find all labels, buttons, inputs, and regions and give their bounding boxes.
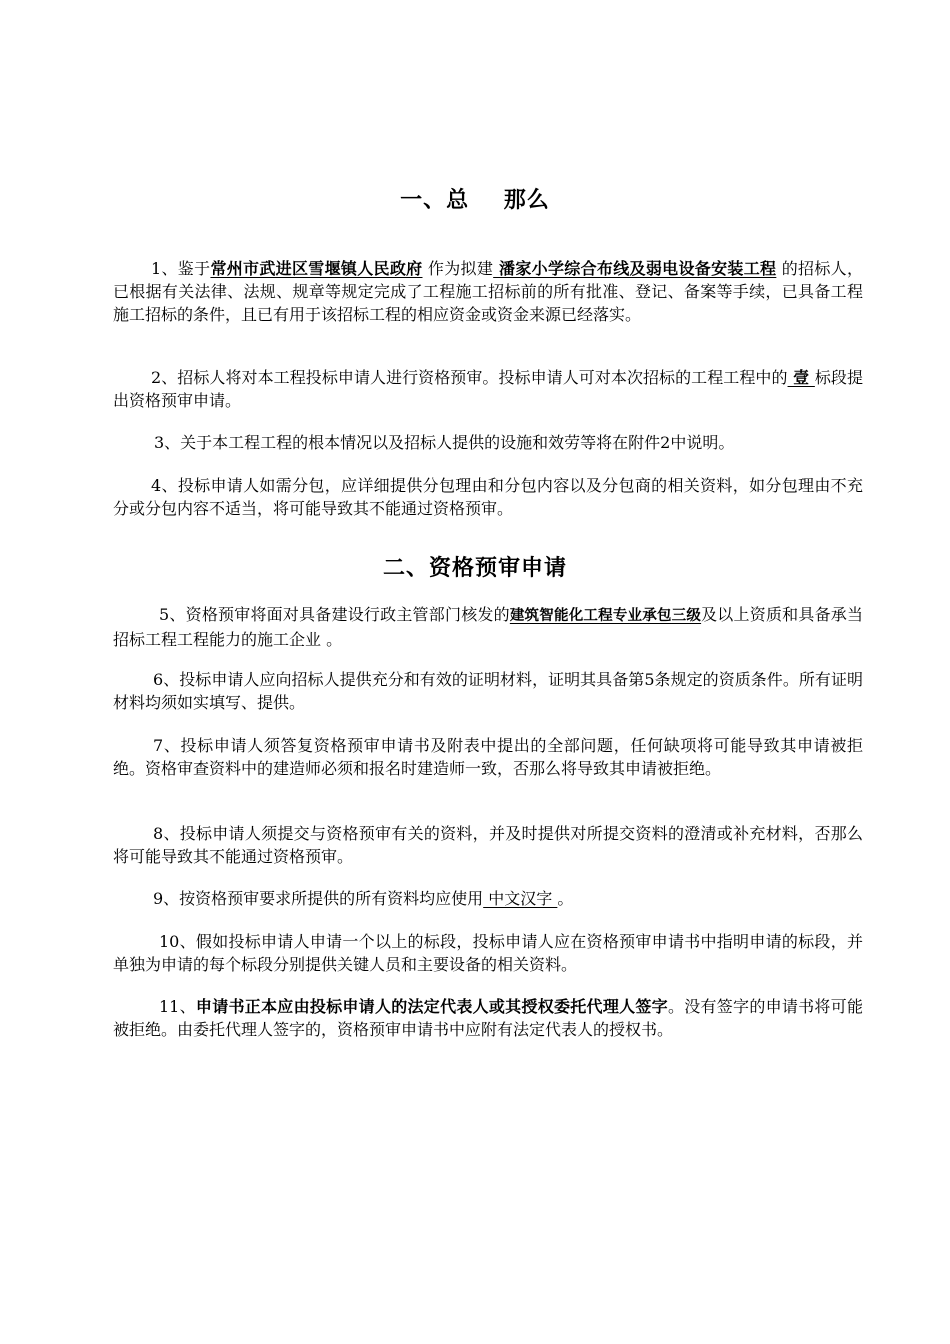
paragraph-1 (113, 257, 863, 326)
p5-rest: 及以上资质和具备承当招标工程工程能力的施工企业 。 (113, 605, 863, 649)
section-2-title: 二、资格预审申请 (382, 556, 567, 581)
p9-lead: 9、按资格预审要求所提供的所有资料均应使用 (153, 889, 484, 908)
p1-lead: 1、鉴于 (151, 259, 211, 278)
paragraph-6: 6、投标申请人应向招标人提供充分和有效的证明材料，证明其具备第5条规定的资质条件。所有证明材料均须如实填写、提供。 (113, 670, 863, 712)
paragraph-7: 7、投标申请人须答复资格预审申请书及附表中提出的全部问题，任何缺项将可能导致其申请被拒绝。资格审查资料中的建造师必须和报名时建造师一致，否那么将导致其申请被拒绝。 (113, 736, 863, 778)
paragraph-8: 8、投标申请人须提交与资格预审有关的资料，并及时提供对所提交资料的澄清或补充材料，否那么将可能导致其不能通过资格预审。 (113, 824, 863, 866)
p9-language: 中文汉字 (483, 889, 558, 908)
paragraph-10: 10、假如投标申请人申请一个以上的标段，投标申请人应在资格预审申请书中指明申请的标段，并单独为申请的每个标段分别提供关键人员和主要设备的相关资料。 (113, 932, 863, 974)
paragraph-4: 4、投标申请人如需分包，应详细提供分包理由和分包内容以及分包商的相关资料，如分包理由不充分或分包内容不适当，将可能导致其不能通过资格预审。 (113, 476, 863, 518)
p5-qualification: 建筑智能化工程专业承包三级 (509, 608, 702, 624)
p1-rest: 的招标人，已根据有关法律、法规、规章等规定完成了工程施工招标前的所有批准、登记、备案等手续，已具备工程施工招标的条件，且已有用于该招标工程的相应资金或资金来源已经落实。 (113, 259, 863, 324)
p5-lead: 5、资格预审将面对具备建设行政主管部门核发的 (159, 605, 510, 624)
p11-rest: 。没有签字的申请书将可能被拒绝。由委托代理人签字的，资格预审申请书中应附有法定代表人的授权书。 (113, 997, 863, 1039)
paragraph-11 (113, 995, 863, 1041)
p2-rest: 标段提出资格预审申请。 (113, 368, 863, 410)
p2-section: 壹 (787, 368, 815, 387)
p11-bold: 申请书正本应由投标申请人的法定代表人或其授权委托代理人签字 (195, 997, 668, 1016)
p11-lead: 11、 (159, 997, 196, 1016)
paragraph-5 (113, 603, 863, 651)
p1-org: 常州市武进区雪堰镇人民政府 (210, 259, 423, 278)
section-1-title: 一、总 那么 (400, 188, 550, 213)
paragraph-9 (113, 887, 863, 910)
p1-mid: 作为拟建 (422, 259, 494, 278)
paragraph-2 (113, 366, 863, 412)
p2-lead: 2、招标人将对本工程投标申请人进行资格预审。投标申请人可对本次招标的工程工程中的 (151, 368, 788, 387)
p9-rest: 。 (557, 889, 574, 908)
p1-project: 潘家小学综合布线及弱电设备安装工程 (493, 259, 777, 278)
paragraph-3: 3、关于本工程工程的根本情况以及招标人提供的设施和效劳等将在附件2中说明。 (154, 433, 735, 452)
